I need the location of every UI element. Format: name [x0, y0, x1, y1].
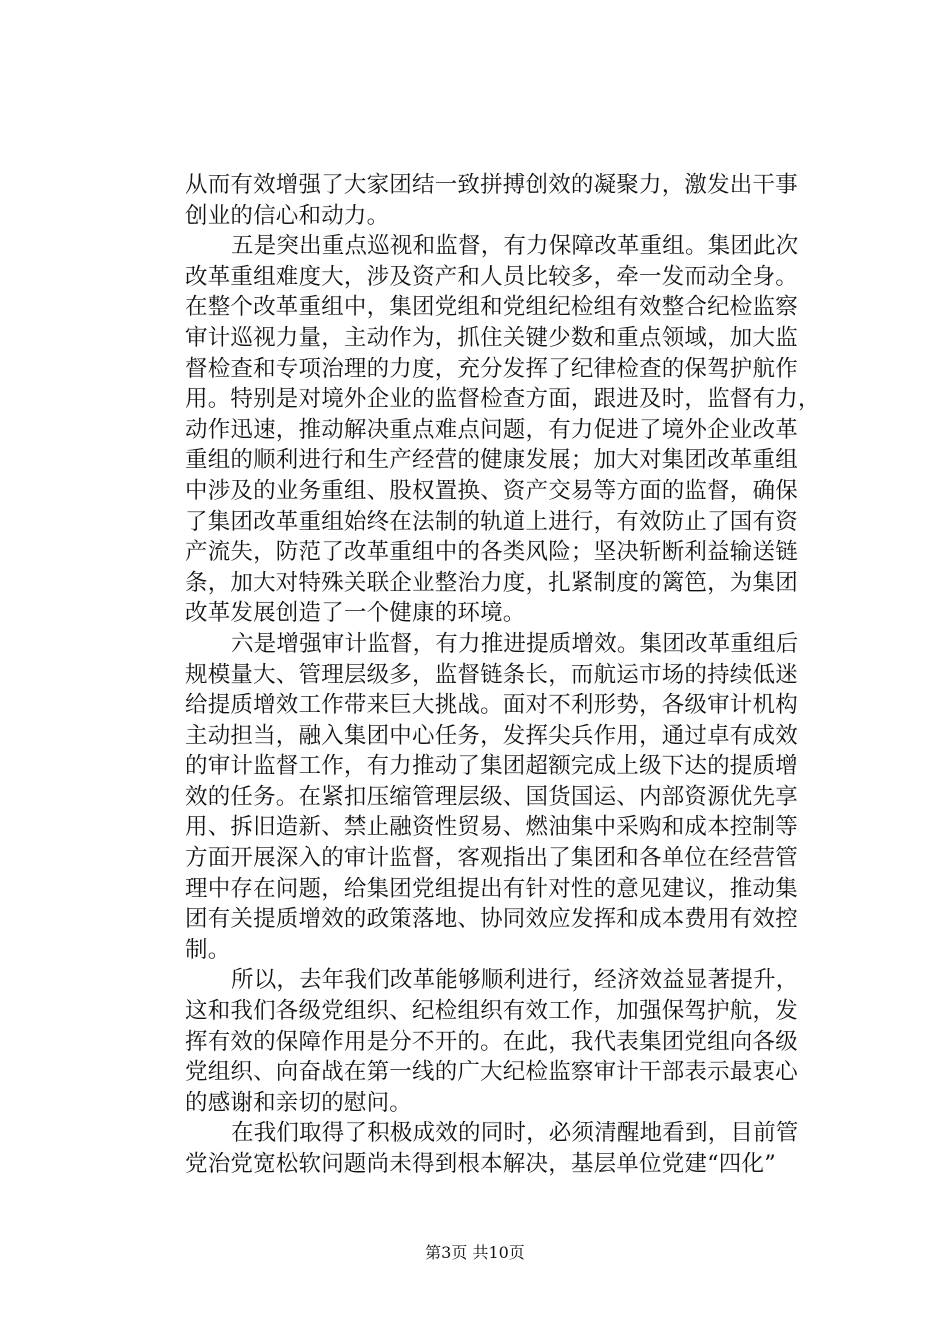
paragraph-first-line: 所以，去年我们改革能够顺利进行，经济效益显著提升，: [231, 967, 799, 994]
text-line: 的感谢和亲切的慰问。: [185, 1089, 413, 1116]
page-footer: [0, 1243, 950, 1263]
text-line: 制。: [185, 936, 231, 963]
text-line: 重组的顺利进行和生产经营的健康发展；加大对集团改革重组: [185, 447, 798, 474]
text-line: 给提质增效工作带来巨大挑战。面对不利形势，各级审计机构: [185, 692, 798, 719]
text-line: 中涉及的业务重组、股权置换、资产交易等方面的监督，确保: [185, 477, 798, 504]
text-line: 党组织、向奋战在第一线的广大纪检监察审计干部表示最衷心: [185, 1059, 798, 1086]
text-line: 这和我们各级党组织、纪检组织有效工作，加强保驾护航，发: [185, 998, 798, 1025]
text-line: 的审计监督工作，有力推动了集团超额完成上级下达的提质增: [185, 753, 798, 780]
text-line: 主动担当，融入集团中心任务，发挥尖兵作用，通过卓有成效: [185, 722, 798, 749]
text-line: 党治党宽松软问题尚未得到根本解决，基层单位党建“四化”: [185, 1151, 776, 1177]
text-line: 效的任务。在紧扣压缩管理层级、国货国运、内部资源优先享: [185, 783, 798, 810]
text-line: 用、拆旧造新、禁止融资性贸易、燃油集中采购和成本控制等: [185, 814, 798, 841]
text-line: 理中存在问题，给集团党组提出有针对性的意见建议，推动集: [185, 875, 798, 902]
paragraph-first-line: 六是增强审计监督，有力推进提质增效。集团改革重组后: [231, 630, 799, 657]
text-line: 改革发展创造了一个健康的环境。: [185, 600, 526, 627]
text-line: 改革重组难度大，涉及资产和人员比较多，牵一发而动全身。: [185, 263, 798, 290]
text-line: 督检查和专项治理的力度，充分发挥了纪律检查的保驾护航作: [185, 355, 798, 382]
paragraph-first-line: 在我们取得了积极成效的同时，必须清醒地看到，目前管: [231, 1120, 799, 1147]
text-line: 从而有效增强了大家团结一致拼搏创效的凝聚力，激发出干事: [185, 172, 798, 198]
text-line: 团有关提质增效的政策落地、协同效应发挥和成本费用有效控: [185, 906, 798, 933]
text-line: 产流失，防范了改革重组中的各类风险；坚决斩断利益输送链: [185, 539, 798, 566]
paragraph-first-line: 五是突出重点巡视和监督，有力保障改革重组。集团此次: [231, 233, 799, 260]
text-line: 创业的信心和动力。: [185, 202, 390, 229]
text-line: 动作迅速，推动解决重点难点问题，有力促进了境外企业改革: [185, 416, 798, 443]
text-line: 挥有效的保障作用是分不开的。在此，我代表集团党组向各级: [185, 1028, 798, 1055]
text-line: 用。特别是对境外企业的监督检查方面，跟进及时，监督有力，: [185, 386, 821, 413]
text-line: 在整个改革重组中，集团党组和党组纪检组有效整合纪检监察: [185, 294, 798, 321]
text-line: 审计巡视力量，主动作为，抓住关键少数和重点领域，加大监: [185, 324, 798, 351]
text-line: 了集团改革重组始终在法制的轨道上进行，有效防止了国有资: [185, 508, 798, 535]
text-line: 条，加大对特殊关联企业整治力度，扎紧制度的篱笆，为集团: [185, 569, 798, 596]
text-line: 方面开展深入的审计监督，客观指出了集团和各单位在经营管: [185, 845, 798, 872]
text-line: 规模量大、管理层级多，监督链条长，而航运市场的持续低迷: [185, 661, 798, 688]
page-number-label: 第3页 共10页: [425, 1243, 525, 1262]
document-body: [185, 170, 830, 1180]
